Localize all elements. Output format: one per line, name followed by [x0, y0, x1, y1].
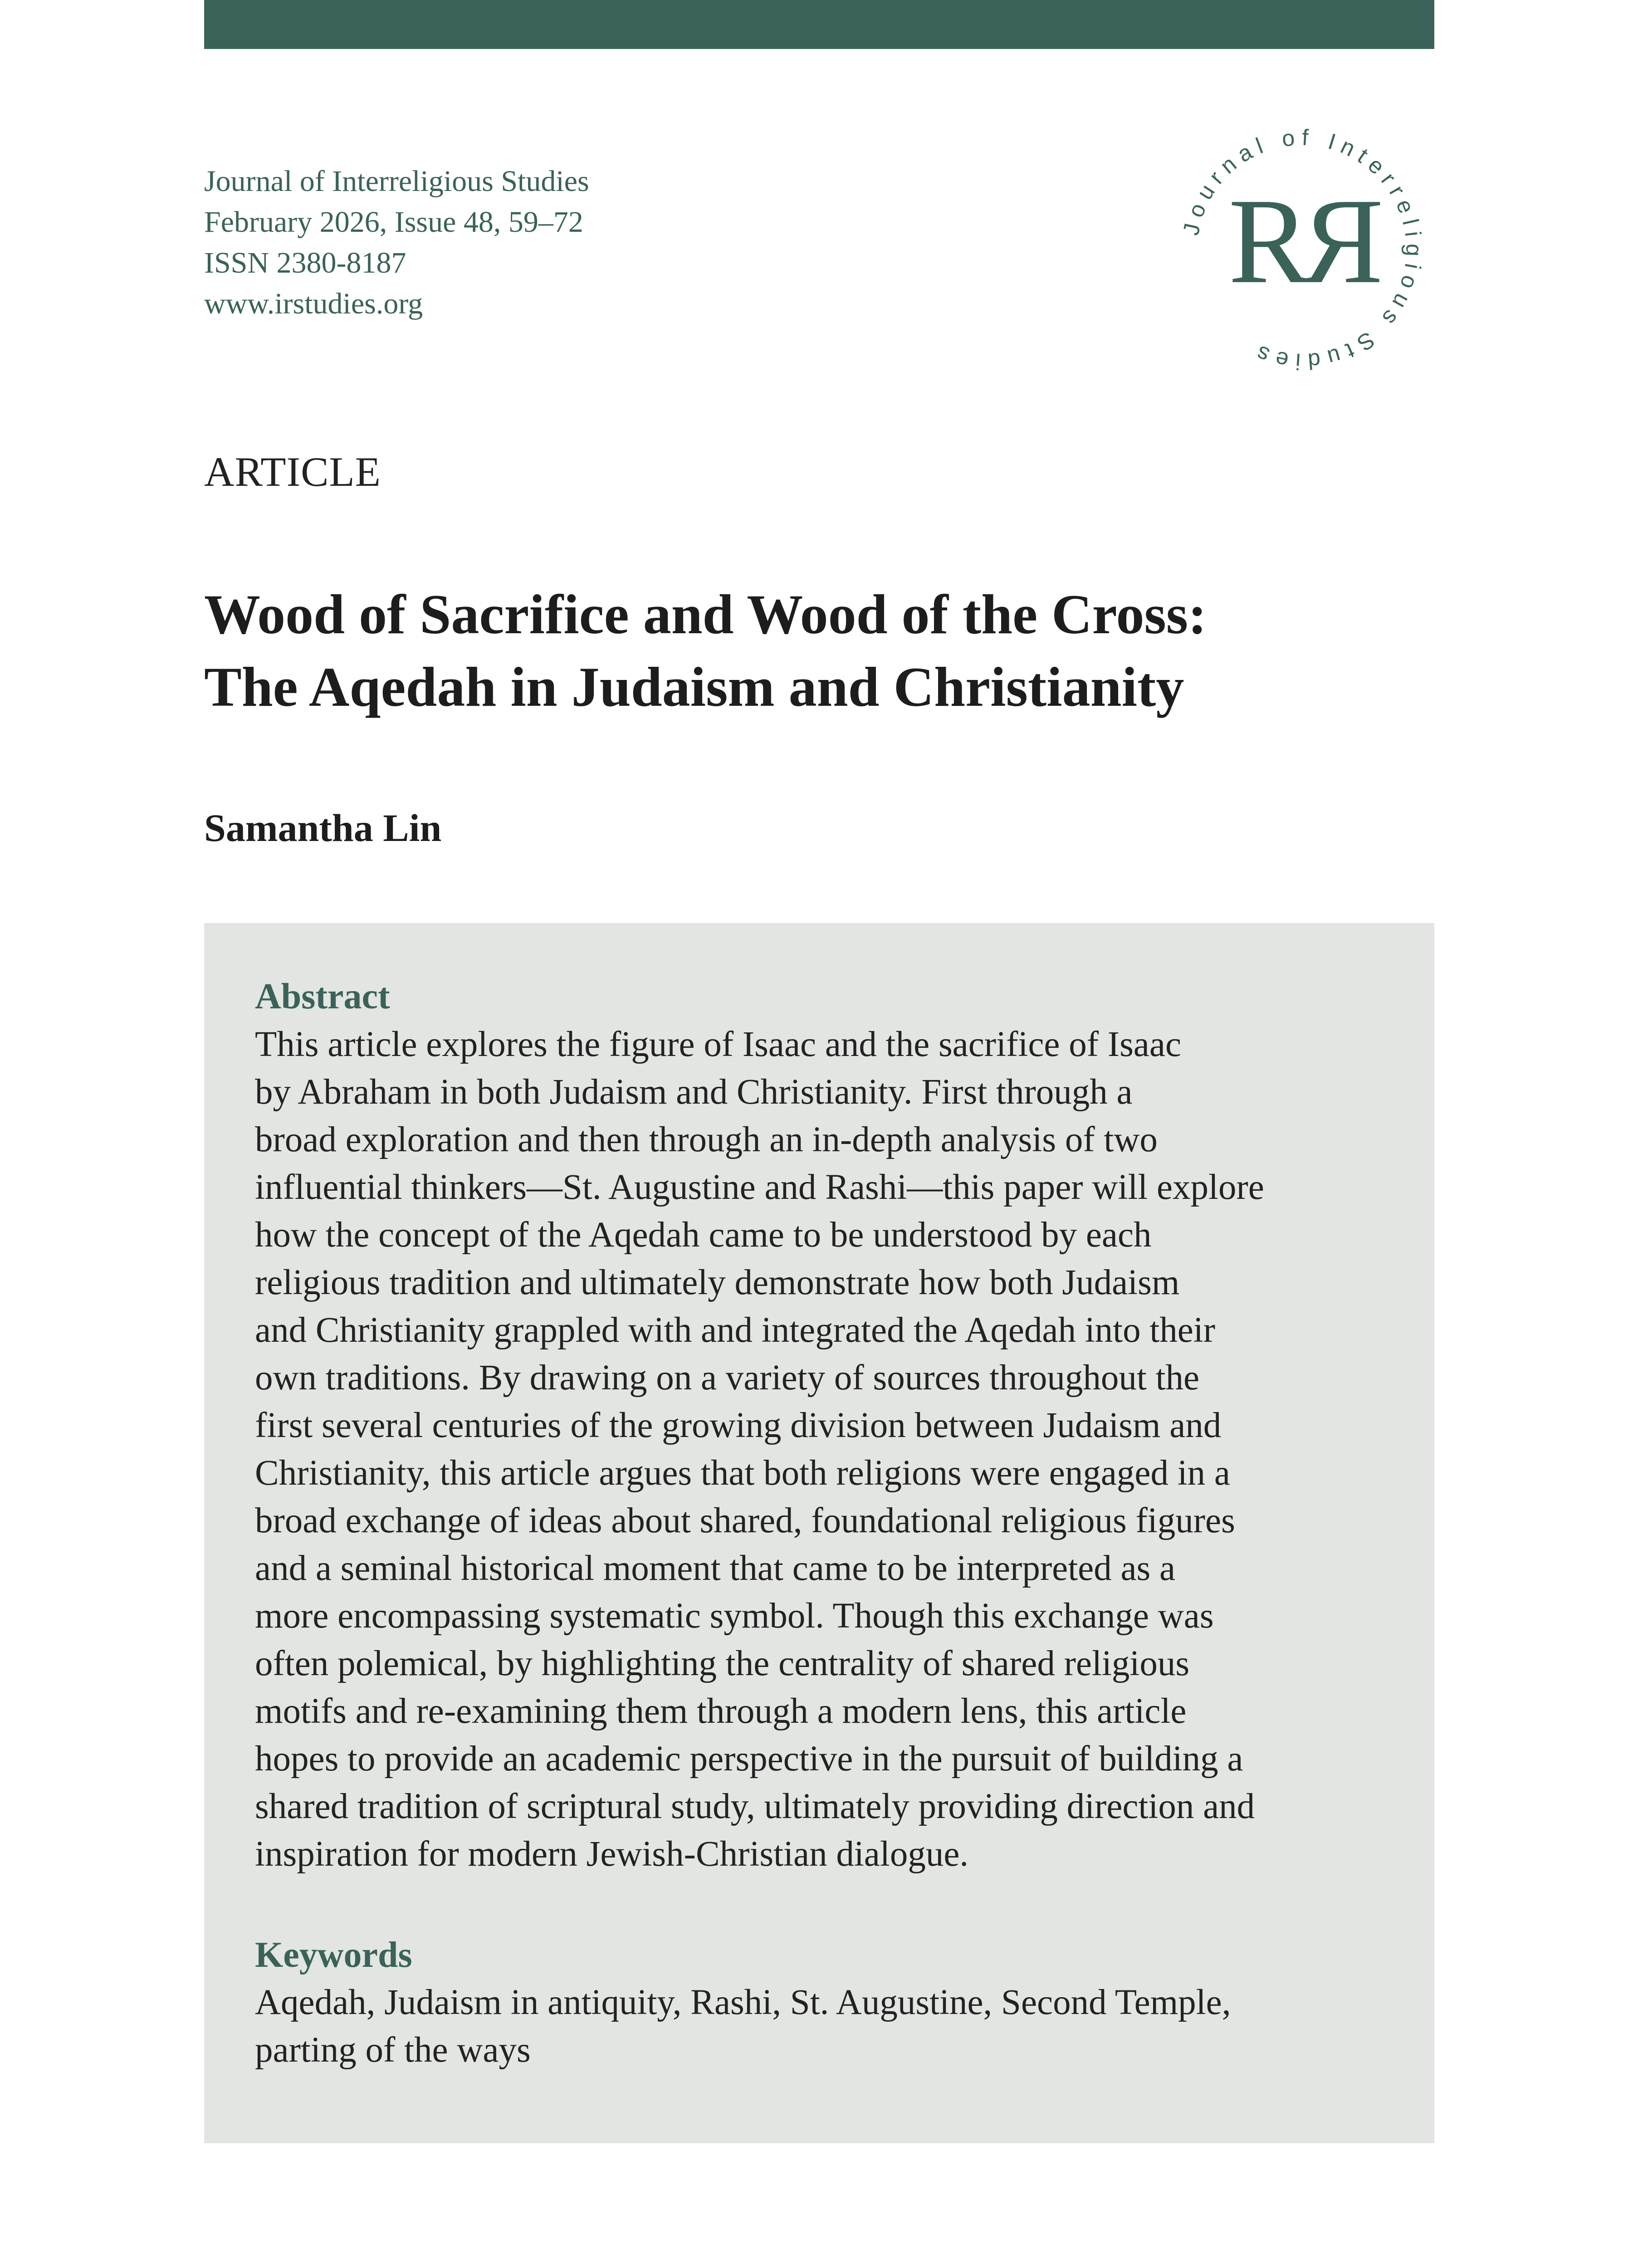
abstract-line: This article explores the figure of Isaac and the sacrifice of Isaac [255, 1025, 1182, 1064]
abstract-line: influential thinkers—St. Augustine and Rashi—this paper will explore [255, 1168, 1264, 1207]
abstract-line: and Christianity grappled with and integrated the Aqedah into their [255, 1310, 1216, 1350]
keywords-line: parting of the ways [255, 2030, 531, 2070]
abstract-line: hopes to provide an academic perspective in the pursuit of building a [255, 1739, 1243, 1779]
abstract-line: and a seminal historical moment that came to be interpreted as a [255, 1549, 1176, 1588]
abstract-heading: Abstract [255, 977, 390, 1017]
abstract-line: motifs and re-examining them through a modern lens, this article [255, 1691, 1187, 1731]
author-name: Samantha Lin [204, 806, 442, 850]
abstract-line: shared tradition of scriptural study, ultimately providing direction and [255, 1787, 1255, 1826]
keywords-text [255, 1979, 1398, 2074]
abstract-text [255, 1021, 1398, 1878]
abstract-line: inspiration for modern Jewish-Christian dialogue. [255, 1834, 969, 1874]
abstract-line: broad exchange of ideas about shared, foundational religious figures [255, 1501, 1235, 1540]
website-link[interactable]: www.irstudies.org [204, 287, 423, 320]
abstract-line: Christianity, this article argues that both religions were engaged in a [255, 1453, 1230, 1493]
abstract-box [204, 923, 1434, 2143]
keywords-heading: Keywords [255, 1935, 412, 1975]
abstract-line: first several centuries of the growing division between Judaism and [255, 1406, 1222, 1445]
article-type-label: ARTICLE [204, 449, 381, 495]
abstract-line: religious tradition and ultimately demonstrate how both Judaism [255, 1263, 1180, 1302]
abstract-line: often polemical, by highlighting the centrality of shared religious [255, 1644, 1190, 1683]
article-title [204, 578, 1452, 723]
logo-ring-text: Journal of Interreligious Studies [1178, 124, 1427, 375]
abstract-line: how the concept of the Aqedah came to be understood by each [255, 1215, 1152, 1255]
journal-name: Journal of Interreligious Studies [204, 165, 589, 198]
top-color-bar [204, 0, 1434, 49]
abstract-line: by Abraham in both Judaism and Christianity. First through a [255, 1072, 1133, 1112]
logo-monogram: RЯ [1228, 173, 1376, 309]
issn-line: ISSN 2380-8187 [204, 246, 406, 279]
title-line: The Aqedah in Judaism and Christianity [204, 656, 1184, 718]
title-line: Wood of Sacrifice and Wood of the Cross: [204, 583, 1207, 645]
keywords-line: Aqedah, Judaism in antiquity, Rashi, St. Augustine, Second Temple, [255, 1983, 1231, 2022]
issue-line: February 2026, Issue 48, 59–72 [204, 205, 583, 239]
abstract-line: broad exploration and then through an in-depth analysis of two [255, 1120, 1158, 1159]
journal-info [204, 161, 930, 324]
abstract-line: more encompassing systematic symbol. Though this exchange was [255, 1596, 1214, 1636]
journal-logo [1157, 104, 1447, 395]
abstract-line: own traditions. By drawing on a variety of sources throughout the [255, 1358, 1200, 1398]
journal-logo-icon [1157, 104, 1447, 395]
